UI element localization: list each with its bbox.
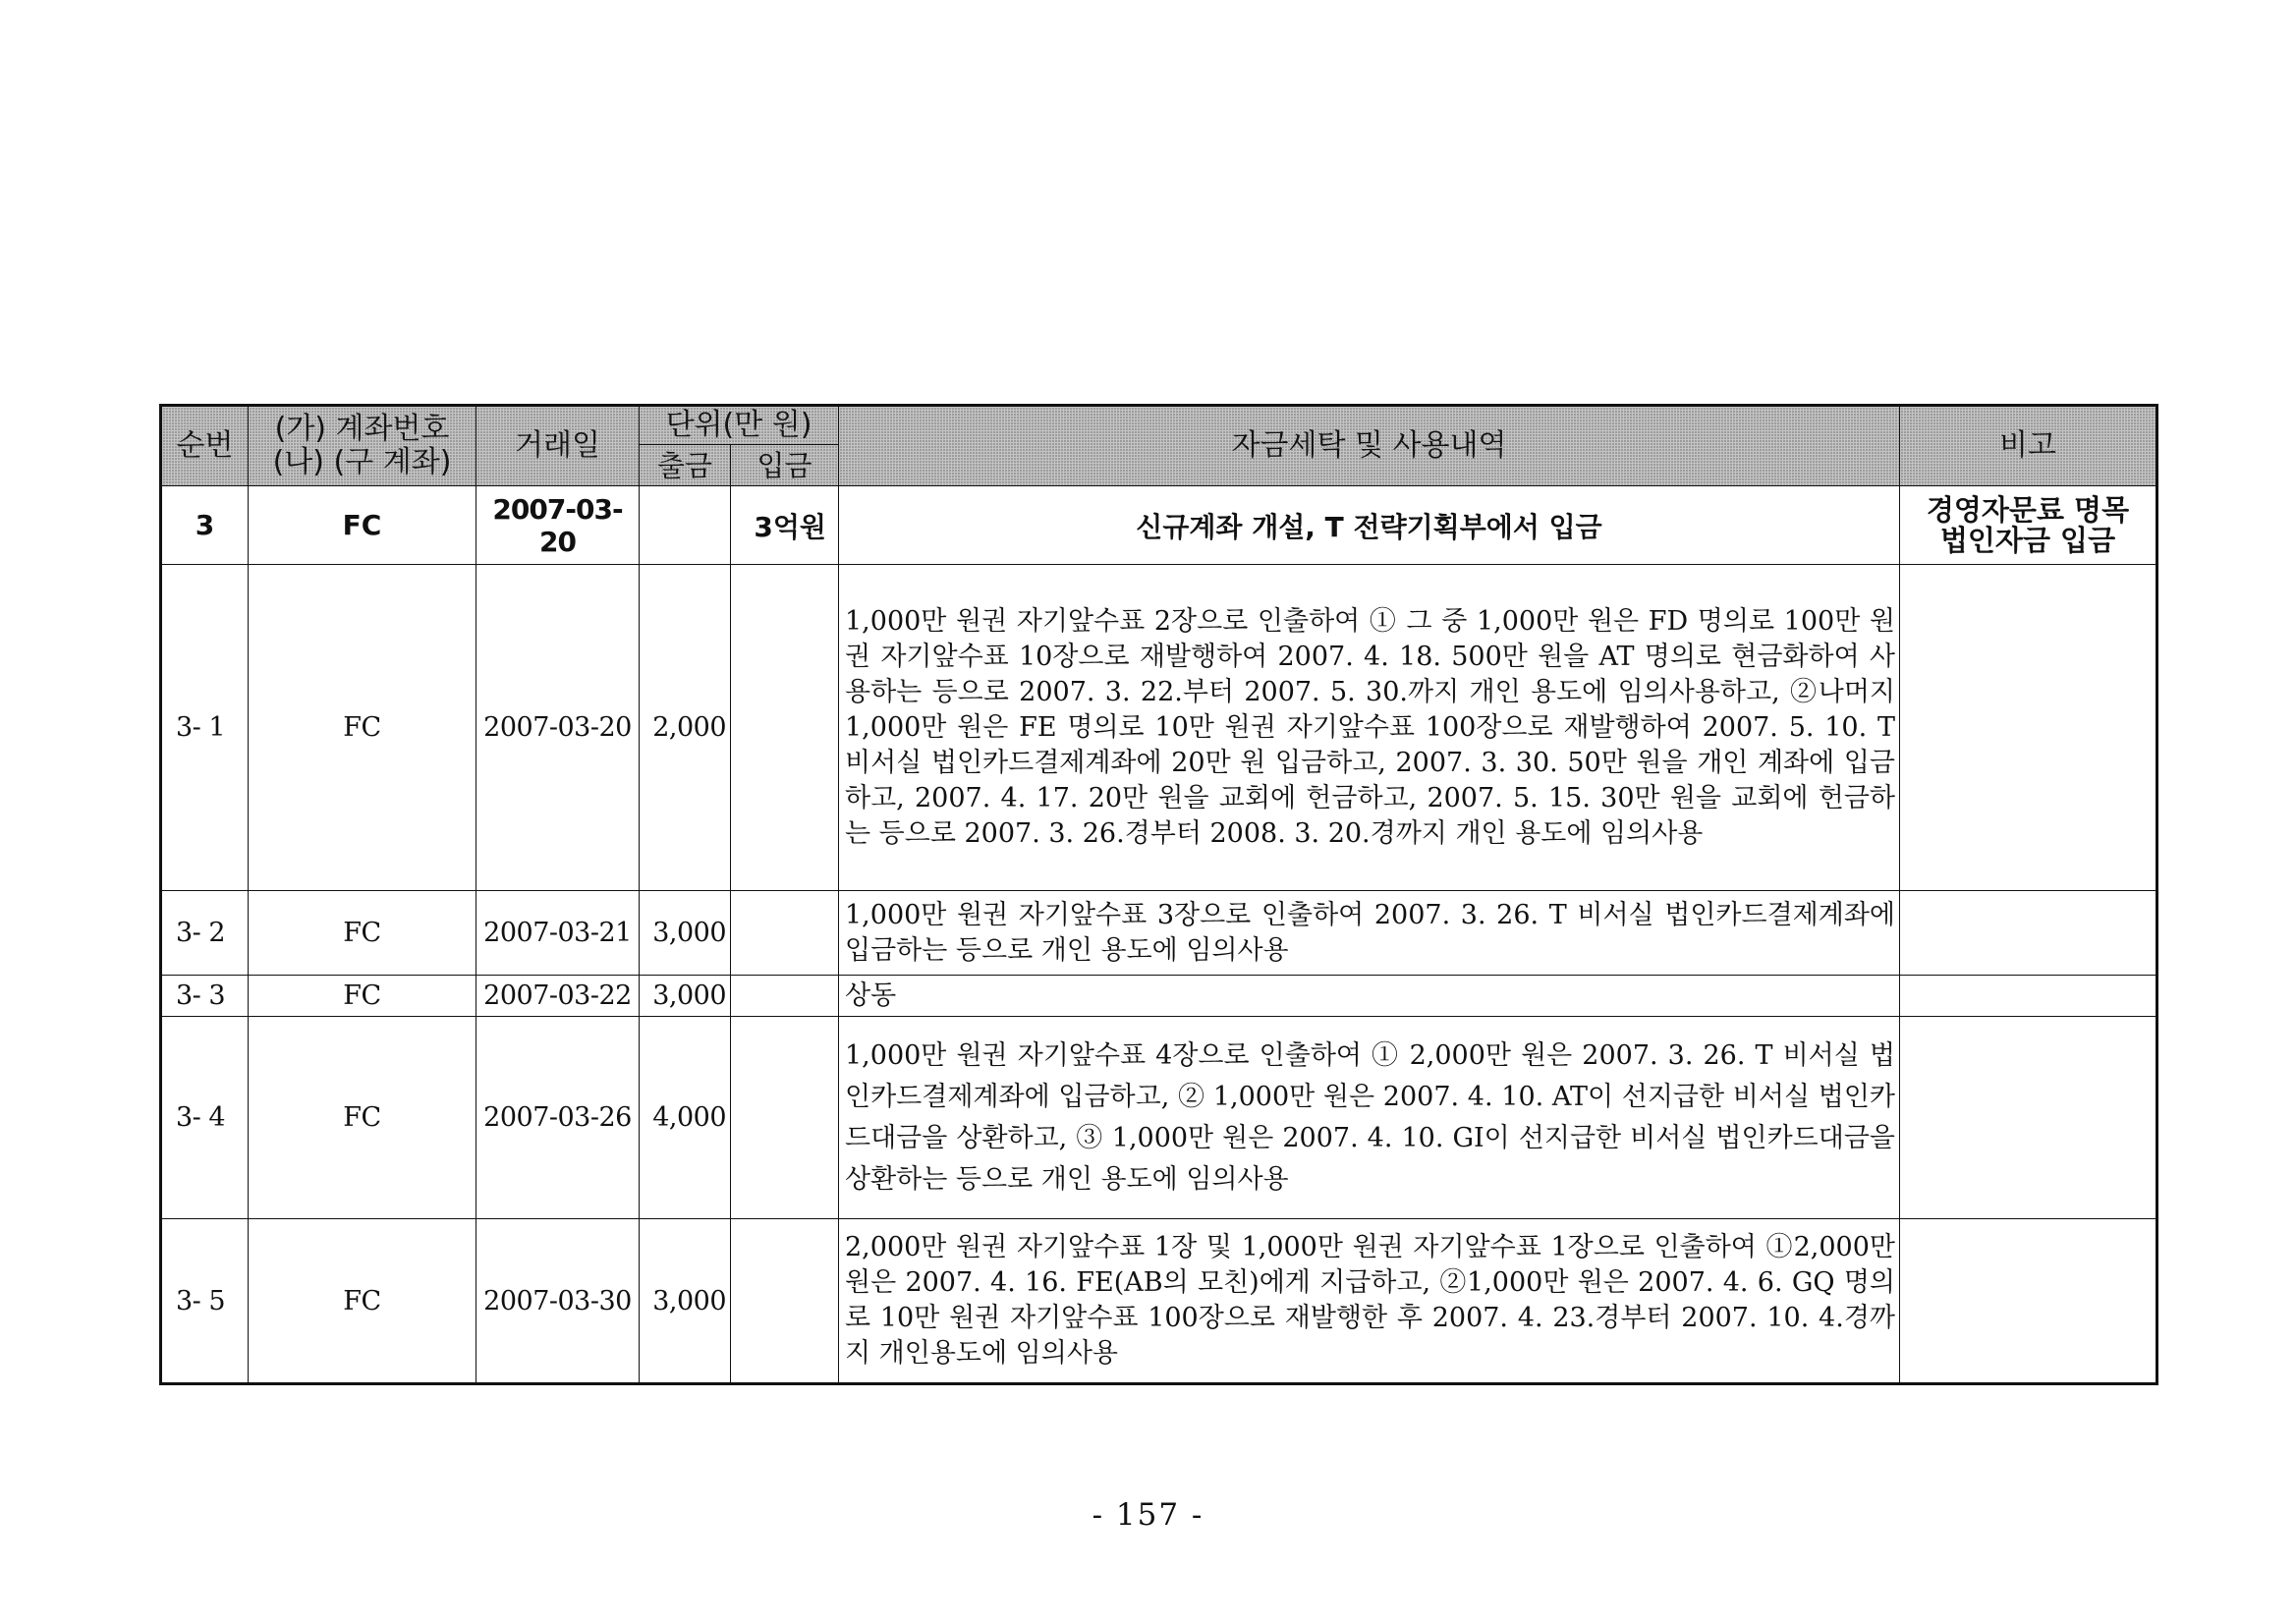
row-account: FC bbox=[249, 891, 476, 976]
row-date: 2007-03-26 bbox=[476, 1017, 640, 1219]
table-row bbox=[161, 565, 2157, 891]
row-seq: 3- 1 bbox=[161, 565, 249, 891]
row-seq: 3- 4 bbox=[161, 1017, 249, 1219]
summary-date: 2007-03-20 bbox=[476, 486, 640, 565]
row-detail: 1,000만 원권 자기앞수표 4장으로 인출하여 ① 2,000만 원은 2007. 3. 26. T 비서실 법인카드결제계좌에 입금하고, ② 1,000만 원은 2007. 4. 10. AT이 선지급한 비서실 법인카드대금을 상환하고, ③ 1,000만 원은 2007. 4. 10. GI이 선지급한 비서실 법인카드대금을 상환하는 등으로 개인 용도에 임의사용 bbox=[839, 1017, 1900, 1219]
row-withdraw: 2,000 bbox=[640, 565, 731, 891]
header-detail: 자금세탁 및 사용내역 bbox=[839, 406, 1900, 486]
row-date: 2007-03-20 bbox=[476, 565, 640, 891]
summary-detail: 신규계좌 개설, T 전략기획부에서 입금 bbox=[839, 486, 1900, 565]
row-detail: 1,000만 원권 자기앞수표 2장으로 인출하여 ① 그 중 1,000만 원은 FD 명의로 100만 원권 자기앞수표 10장으로 재발행하여 2007. 4. 18. 500만 원을 AT 명의로 현금화하여 사용하는 등으로 2007. 3. 22.부터 2007. 5. 30.까지 개인 용도에 임의사용하고, ②나머지 1,000만 원은 FE 명의로 10만 원권 자기앞수표 100장으로 재발행하여 2007. 5. 10. T 비서실 법인카드결제계좌에 20만 원 입금하고, 2007. 3. 30. 50만 원을 개인 계좌에 입금하고, 2007. 4. 17. 20만 원을 교회에 헌금하고, 2007. 5. 15. 30만 원을 교회에 헌금하는 등으로 2007. 3. 26.경부터 2008. 3. 20.경까지 개인 용도에 임의사용 bbox=[839, 565, 1900, 891]
fund-usage-table bbox=[159, 404, 2158, 1385]
header-date: 거래일 bbox=[476, 406, 640, 486]
row-deposit bbox=[731, 1017, 839, 1219]
row-deposit bbox=[731, 976, 839, 1017]
row-detail: 1,000만 원권 자기앞수표 3장으로 인출하여 2007. 3. 26. T 비서실 법인카드결제계좌에 입금하는 등으로 개인 용도에 임의사용 bbox=[839, 891, 1900, 976]
header-seq: 순번 bbox=[161, 406, 249, 486]
row-remark bbox=[1900, 891, 2157, 976]
row-withdraw: 3,000 bbox=[640, 1219, 731, 1384]
table-row bbox=[161, 976, 2157, 1017]
row-account: FC bbox=[249, 1219, 476, 1384]
row-remark bbox=[1900, 1017, 2157, 1219]
header-row-top bbox=[161, 406, 2157, 445]
row-account: FC bbox=[249, 976, 476, 1017]
header-unit: 단위(만 원) bbox=[640, 406, 839, 445]
header-account-line2: (나) (구 계좌) bbox=[272, 445, 452, 479]
header-account-line1: (가) 계좌번호 bbox=[274, 412, 450, 446]
row-withdraw: 3,000 bbox=[640, 891, 731, 976]
header-remark: 비고 bbox=[1900, 406, 2157, 486]
row-deposit bbox=[731, 565, 839, 891]
summary-withdraw bbox=[640, 486, 731, 565]
row-detail: 2,000만 원권 자기앞수표 1장 및 1,000만 원권 자기앞수표 1장으로 인출하여 ①2,000만 원은 2007. 4. 16. FE(AB의 모친)에게 지급하고, ②1,000만 원은 2007. 4. 6. GQ 명의로 10만 원권 자기앞수표 100장으로 재발행한 후 2007. 4. 23.경부터 2007. 10. 4.경까지 개인용도에 임의사용 bbox=[839, 1219, 1900, 1384]
row-seq: 3- 3 bbox=[161, 976, 249, 1017]
row-remark bbox=[1900, 976, 2157, 1017]
header-withdraw: 출금 bbox=[640, 445, 731, 486]
summary-row bbox=[161, 486, 2157, 565]
summary-remark-line1: 경영자문료 명목 bbox=[1926, 492, 2130, 527]
row-seq: 3- 2 bbox=[161, 891, 249, 976]
summary-remark bbox=[1900, 486, 2157, 565]
page-number: - 157 - bbox=[1092, 1497, 1204, 1533]
row-withdraw: 3,000 bbox=[640, 976, 731, 1017]
row-withdraw: 4,000 bbox=[640, 1017, 731, 1219]
row-seq: 3- 5 bbox=[161, 1219, 249, 1384]
table-row bbox=[161, 1017, 2157, 1219]
summary-seq: 3 bbox=[161, 486, 249, 565]
row-date: 2007-03-22 bbox=[476, 976, 640, 1017]
summary-remark-line2: 법인자금 입금 bbox=[1939, 523, 2116, 557]
table-row bbox=[161, 891, 2157, 976]
header-account bbox=[249, 406, 476, 486]
row-deposit bbox=[731, 1219, 839, 1384]
row-account: FC bbox=[249, 1017, 476, 1219]
summary-deposit: 3억원 bbox=[731, 486, 839, 565]
summary-account: FC bbox=[249, 486, 476, 565]
row-remark bbox=[1900, 1219, 2157, 1384]
row-remark bbox=[1900, 565, 2157, 891]
header-deposit: 입금 bbox=[731, 445, 839, 486]
row-date: 2007-03-30 bbox=[476, 1219, 640, 1384]
row-date: 2007-03-21 bbox=[476, 891, 640, 976]
row-account: FC bbox=[249, 565, 476, 891]
row-deposit bbox=[731, 891, 839, 976]
row-detail: 상동 bbox=[839, 976, 1900, 1017]
table-row bbox=[161, 1219, 2157, 1384]
